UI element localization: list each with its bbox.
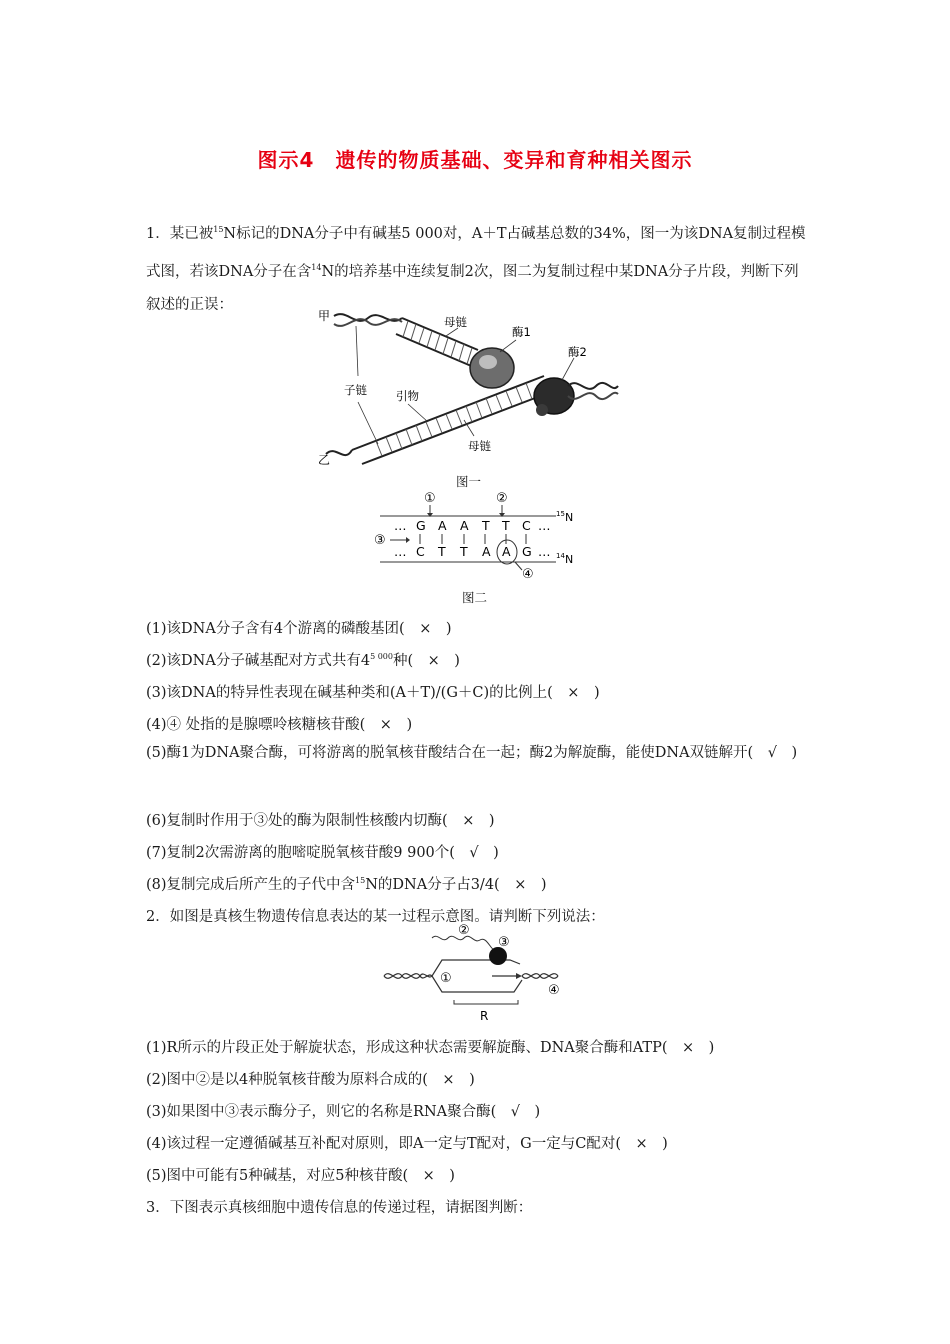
figure-1-caption: 图一: [456, 474, 482, 489]
label-enzyme-2: 酶2: [568, 345, 587, 359]
q1-item-8: (8)复制完成后所产生的子代中含$^{15}$N的DNA分子占3/4( × ): [146, 876, 547, 893]
base: T: [438, 544, 446, 559]
q1-item-5: (5)酶1为DNA聚合酶，可将游离的脱氧核苷酸结合在一起；酶2为解旋酶，能使DNA双链解开( √ ): [146, 745, 798, 761]
marker-1: ①: [424, 491, 436, 506]
label-15n: N: [565, 511, 574, 524]
q1-item-7: (7)复制2次需游离的胞嘧啶脱氧核苷酸9 900个( √ ): [146, 845, 499, 861]
q1-item-1: (1)该DNA分子含有4个游离的磷酸基团( × ): [146, 621, 452, 637]
q2-stem: 2．如图是真核生物遗传信息表达的某一过程示意图。请判断下列说法：: [146, 909, 605, 925]
label-14n: N: [565, 553, 574, 566]
label-15n-sup: 15: [556, 510, 565, 518]
base: C: [416, 544, 425, 559]
base: A: [482, 544, 491, 559]
figure-2-caption: 图二: [462, 590, 488, 605]
marker-2: ②: [458, 923, 470, 938]
q1-item-4: (4)④ 处指的是腺嘌呤核糖核苷酸( × ): [146, 717, 413, 733]
q2-item-5: (5)图中可能有5种碱基，对应5种核苷酸( × ): [146, 1168, 455, 1184]
marker-1: ①: [440, 971, 452, 986]
base: A: [438, 518, 447, 533]
dna-fragment-figure: [370, 486, 585, 586]
base: T: [482, 518, 490, 533]
base: …: [394, 518, 407, 533]
marker-3: ③: [374, 533, 386, 548]
label-r: R: [480, 1009, 489, 1023]
base: …: [538, 518, 551, 533]
q2-item-4: (4)该过程一定遵循碱基互补配对原则，即A一定与T配对，G一定与C配对( × ): [146, 1136, 668, 1152]
base: …: [394, 544, 407, 559]
label-primer: 引物: [396, 389, 419, 403]
base: T: [460, 544, 468, 559]
q2-item-3: (3)如果图中③表示酶分子，则它的名称是RNA聚合酶( √ ): [146, 1104, 541, 1120]
label-jia: 甲: [318, 309, 331, 323]
base: T: [502, 518, 510, 533]
q2-item-1: (1)R所示的片段正处于解旋状态，形成这种状态需要解旋酶、DNA聚合酶和ATP( × ): [146, 1040, 715, 1056]
label-14n-sup: 14: [556, 552, 565, 560]
base: G: [416, 518, 426, 533]
label-yi: 乙: [318, 453, 331, 466]
marker-4: ④: [522, 567, 534, 582]
label-parent-strand-top: 母链: [444, 315, 467, 329]
base: A: [502, 544, 511, 559]
label-parent-strand-bottom: 母链: [468, 439, 491, 453]
page-title: 图示4 遗传的物质基础、变异和育种相关图示: [257, 148, 693, 172]
q1-item-2: (2)该DNA分子碱基配对方式共有$4^{5 000}$种( × ): [146, 652, 460, 669]
q3-stem: 3．下图表示真核细胞中遗传信息的传递过程，请据图判断：: [146, 1200, 533, 1216]
marker-2: ②: [496, 491, 508, 506]
dna-replication-figure: [316, 304, 621, 466]
base: G: [522, 544, 532, 559]
marker-4: ④: [548, 983, 560, 998]
label-daughter-strand: 子链: [344, 383, 367, 397]
base: …: [538, 544, 551, 559]
transcription-figure: [380, 920, 580, 1026]
base: A: [460, 518, 469, 533]
base: C: [522, 518, 531, 533]
label-enzyme-1: 酶1: [512, 325, 531, 339]
marker-3: ③: [498, 935, 510, 950]
q1-item-6: (6)复制时作用于③处的酶为限制性核酸内切酶( × ): [146, 813, 495, 829]
q1-stem: 1．某已被$^{15}$N标记的DNA分子中有碱基5 000对，A＋T占碱基总数的34%，图一为该DNA复制过程模式图，若该DNA分子在含$^{14}$N的培养基中连续复制2次，图二为复制过程中某DNA分子片段，判断下列叙述的正误：: [146, 225, 806, 313]
q2-item-2: (2)图中②是以4种脱氧核苷酸为原料合成的( × ): [146, 1072, 475, 1088]
q1-item-3: (3)该DNA的特异性表现在碱基种类和(A＋T)/(G＋C)的比例上( × ): [146, 685, 600, 701]
